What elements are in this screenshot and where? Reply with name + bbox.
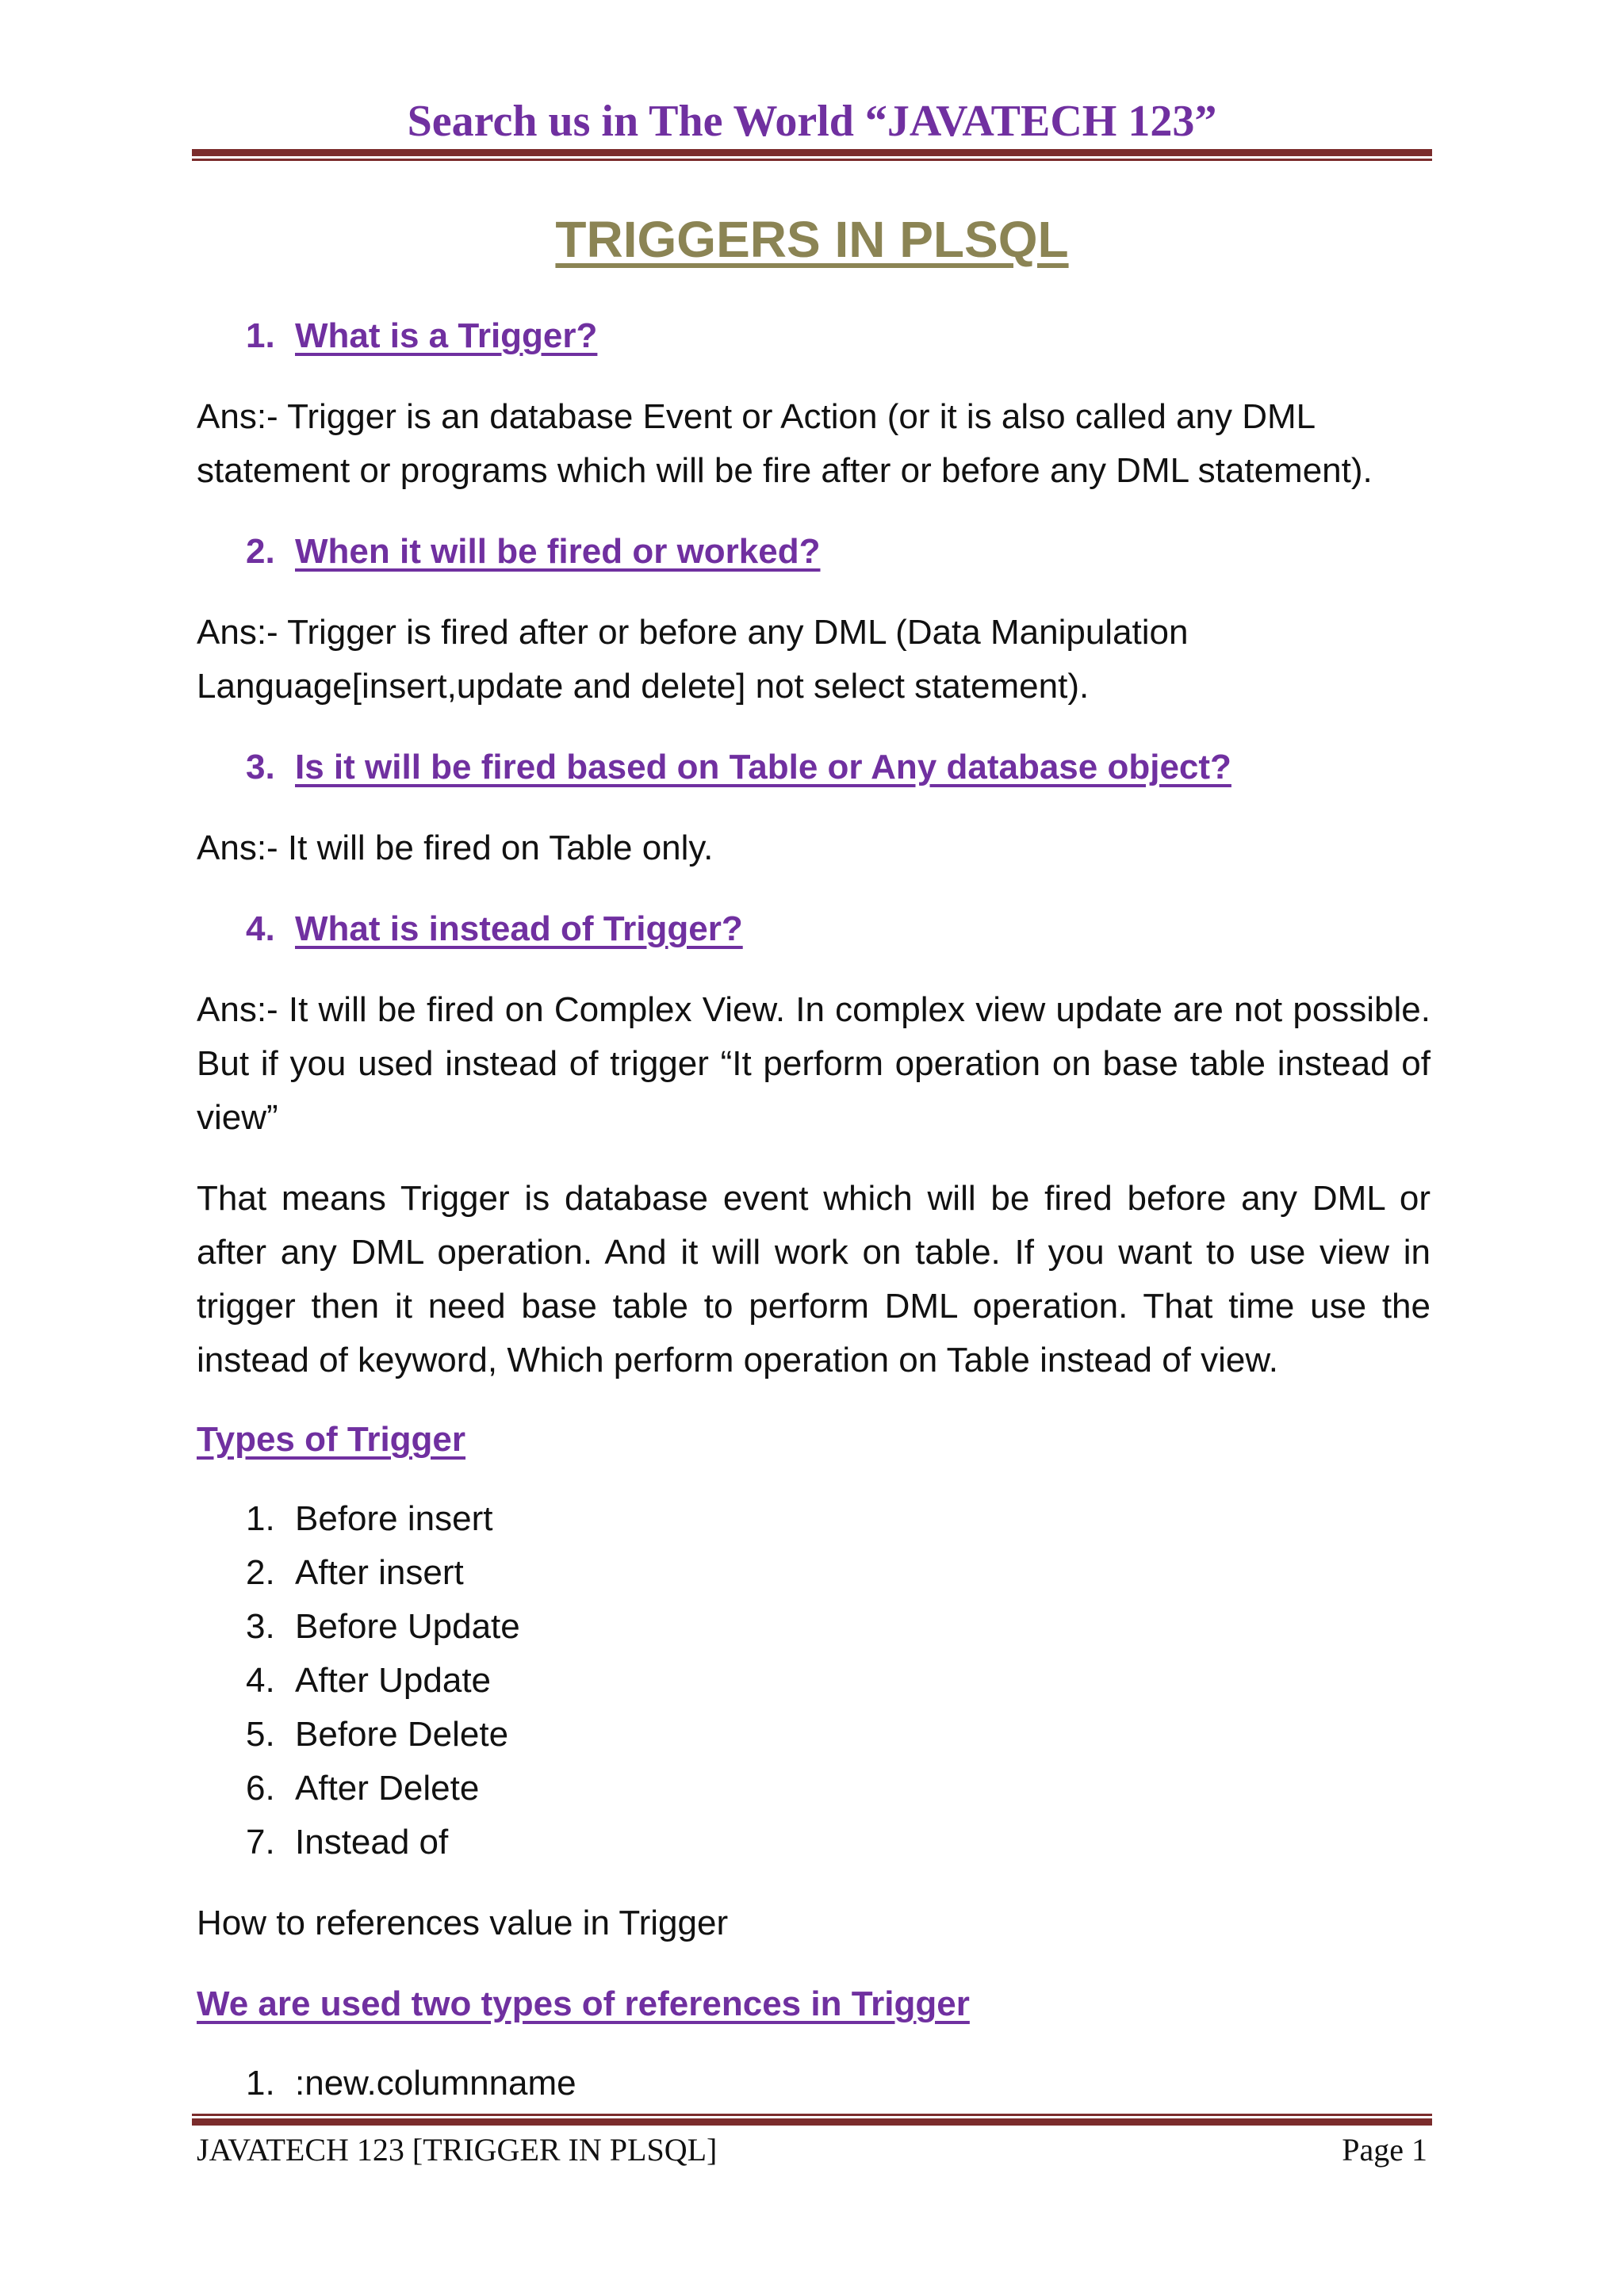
header-rule-thin xyxy=(192,159,1432,161)
question-number: 3. xyxy=(246,748,275,786)
question-text: What is instead of Trigger? xyxy=(295,909,743,948)
page-header: Search us in The World “JAVATECH 123” xyxy=(407,97,1217,146)
question-number: 4. xyxy=(246,909,275,948)
question-text: When it will be fired or worked? xyxy=(295,532,821,571)
footer-document-label: JAVATECH 123 [TRIGGER IN PLSQL] xyxy=(197,2132,718,2168)
question-text: Is it will be fired based on Table or Any database object? xyxy=(295,748,1231,786)
answer-paragraph xyxy=(197,390,1431,498)
trigger-types-list xyxy=(246,1492,520,1869)
answer-line: Ans:- Trigger is an database Event or Action (or it is also called any DML xyxy=(197,397,1316,436)
answer-line: Ans:- Trigger is fired after or before any DML (Data Manipulation xyxy=(197,613,1189,652)
list-item: 3. Before Update xyxy=(246,1607,520,1646)
question-text: What is a Trigger? xyxy=(295,316,598,355)
answer-line: statement or programs which will be fire after or before any DML statement). xyxy=(197,451,1373,490)
summary-paragraph: That means Trigger is database event which will be fired before any DML or after any DML operation. And it will work on table. If you want to use view in trigger then it need base table to perform DML operation. That time use the instead of keyword, Which perform operation on Table instead of view. xyxy=(197,1179,1431,1380)
question-number: 2. xyxy=(246,532,275,571)
answer-paragraph xyxy=(197,821,1431,875)
footer-rule-thin xyxy=(192,2114,1432,2116)
list-item: 5. Before Delete xyxy=(246,1715,509,1754)
list-item: 6. After Delete xyxy=(246,1769,480,1808)
answer-paragraph: Ans:- It will be fired on Complex View. In complex view update are not possible. But if you used instead of trigger “It perform operation on base table instead of view” xyxy=(197,990,1431,1137)
references-intro: How to references value in Trigger xyxy=(197,1904,729,1942)
header-rule xyxy=(192,149,1432,156)
references-list xyxy=(246,2057,576,2110)
question-heading xyxy=(246,530,821,574)
document-title: TRIGGERS IN PLSQL xyxy=(555,211,1069,268)
question-heading xyxy=(246,745,1231,790)
list-item: 1. :new.columnname xyxy=(246,2064,576,2103)
list-item: 2. After insert xyxy=(246,1553,464,1592)
page-number: Page 1 xyxy=(1342,2132,1427,2168)
list-item: 1. Before insert xyxy=(246,1499,493,1538)
answer-line: Ans:- It will be fired on Table only. xyxy=(197,828,714,867)
references-heading: We are used two types of references in Trigger xyxy=(197,1984,970,2023)
question-heading xyxy=(246,907,743,951)
list-item: 4. After Update xyxy=(246,1661,492,1700)
list-item: 7. Instead of xyxy=(246,1823,449,1862)
answer-line: Language[insert,update and delete] not select statement). xyxy=(197,667,1090,706)
answer-paragraph xyxy=(197,606,1431,714)
footer-rule xyxy=(192,2118,1432,2126)
types-heading: Types of Trigger xyxy=(197,1420,466,1459)
question-number: 1. xyxy=(246,316,275,355)
question-heading xyxy=(246,314,597,358)
